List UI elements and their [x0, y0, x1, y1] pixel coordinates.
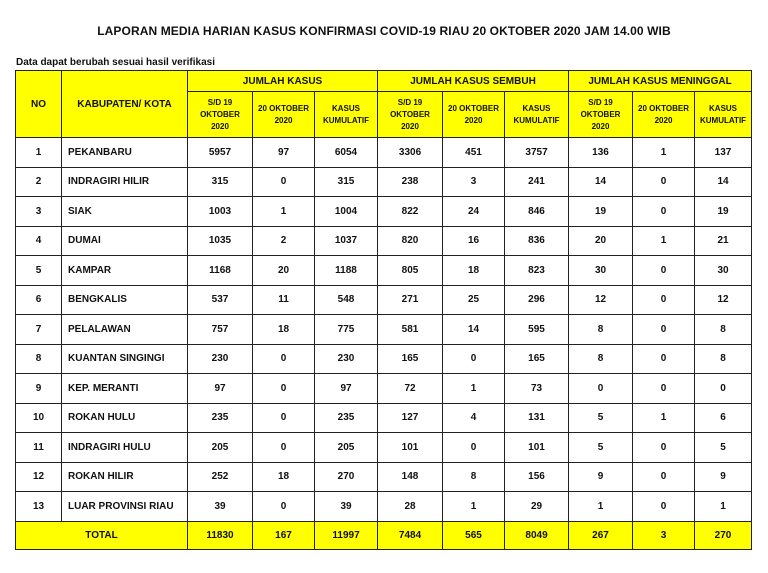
value-cell: 18 — [253, 462, 315, 492]
subheader-line: 2020 — [274, 115, 293, 125]
value-cell: 836 — [505, 226, 569, 256]
subheader-cell — [443, 92, 505, 138]
value-cell: 16 — [443, 226, 505, 256]
row-number: 10 — [16, 403, 62, 433]
value-cell: 757 — [188, 315, 253, 345]
table-row — [16, 167, 752, 197]
table-row — [16, 492, 752, 522]
subheader-line: S/D 19 — [207, 97, 233, 107]
value-cell: 11 — [253, 285, 315, 315]
total-value-cell: 270 — [695, 521, 752, 549]
value-cell: 205 — [315, 433, 378, 463]
value-cell: 19 — [569, 197, 633, 227]
row-number: 12 — [16, 462, 62, 492]
value-cell: 14 — [443, 315, 505, 345]
value-cell: 39 — [315, 492, 378, 522]
value-cell: 0 — [253, 374, 315, 404]
row-number: 3 — [16, 197, 62, 227]
subheader-line: 20 OKTOBER — [258, 103, 309, 113]
region-name: SIAK — [62, 197, 188, 227]
value-cell: 820 — [378, 226, 443, 256]
value-cell: 97 — [253, 138, 315, 168]
subheader-cell — [505, 92, 569, 138]
value-cell: 0 — [253, 167, 315, 197]
value-cell: 18 — [253, 315, 315, 345]
value-cell: 235 — [315, 403, 378, 433]
value-cell: 823 — [505, 256, 569, 286]
value-cell: 1 — [633, 226, 695, 256]
subheader-line: KUMULATIF — [322, 115, 370, 125]
subheader-cell — [253, 92, 315, 138]
subheader-cell — [695, 92, 752, 138]
value-cell: 3 — [443, 167, 505, 197]
value-cell: 270 — [315, 462, 378, 492]
value-cell: 72 — [378, 374, 443, 404]
value-cell: 581 — [378, 315, 443, 345]
subheader-line: OKTOBER — [390, 109, 430, 119]
total-value-cell: 267 — [569, 521, 633, 549]
value-cell: 156 — [505, 462, 569, 492]
value-cell: 30 — [695, 256, 752, 286]
value-cell: 3306 — [378, 138, 443, 168]
value-cell: 252 — [188, 462, 253, 492]
report-title: LAPORAN MEDIA HARIAN KASUS KONFIRMASI COVID-19 RIAU 20 OKTOBER 2020 JAM 14.00 WIB — [97, 24, 671, 38]
subheader-line: S/D 19 — [588, 97, 613, 107]
value-cell: 0 — [633, 344, 695, 374]
value-cell: 148 — [378, 462, 443, 492]
value-cell: 136 — [569, 138, 633, 168]
value-cell: 19 — [695, 197, 752, 227]
value-cell: 1168 — [188, 256, 253, 286]
region-name: INDRAGIRI HULU — [62, 433, 188, 463]
value-cell: 595 — [505, 315, 569, 345]
value-cell: 165 — [505, 344, 569, 374]
value-cell: 6 — [695, 403, 752, 433]
value-cell: 1 — [695, 492, 752, 522]
value-cell: 230 — [188, 344, 253, 374]
subheader-line: S/D 19 — [397, 97, 423, 107]
value-cell: 1 — [443, 492, 505, 522]
subheader-cell — [378, 92, 443, 138]
row-number: 4 — [16, 226, 62, 256]
value-cell: 20 — [569, 226, 633, 256]
header-no: NO — [16, 71, 62, 138]
region-name: LUAR PROVINSI RIAU — [62, 492, 188, 522]
value-cell: 24 — [443, 197, 505, 227]
value-cell: 0 — [633, 285, 695, 315]
subheader-line: OKTOBER — [580, 109, 621, 119]
subheader-line: 20 OKTOBER — [448, 103, 499, 113]
total-row — [16, 521, 752, 549]
row-number: 6 — [16, 285, 62, 315]
value-cell: 18 — [443, 256, 505, 286]
value-cell: 1035 — [188, 226, 253, 256]
value-cell: 0 — [253, 433, 315, 463]
value-cell: 21 — [695, 226, 752, 256]
value-cell: 131 — [505, 403, 569, 433]
value-cell: 1 — [443, 374, 505, 404]
row-number: 9 — [16, 374, 62, 404]
value-cell: 537 — [188, 285, 253, 315]
total-value-cell: 7484 — [378, 521, 443, 549]
value-cell: 9 — [695, 462, 752, 492]
value-cell: 3757 — [505, 138, 569, 168]
subheader-line: KASUS — [709, 103, 738, 113]
value-cell: 1037 — [315, 226, 378, 256]
value-cell: 127 — [378, 403, 443, 433]
value-cell: 1004 — [315, 197, 378, 227]
value-cell: 315 — [188, 167, 253, 197]
region-name: KEP. MERANTI — [62, 374, 188, 404]
subheader-cell — [315, 92, 378, 138]
value-cell: 0 — [633, 197, 695, 227]
header-group-kasus: JUMLAH KASUS — [188, 71, 378, 92]
total-value-cell: 11830 — [188, 521, 253, 549]
row-number: 13 — [16, 492, 62, 522]
value-cell: 8 — [695, 315, 752, 345]
table-row — [16, 344, 752, 374]
value-cell: 5 — [569, 403, 633, 433]
value-cell: 0 — [443, 344, 505, 374]
value-cell: 25 — [443, 285, 505, 315]
value-cell: 822 — [378, 197, 443, 227]
value-cell: 315 — [315, 167, 378, 197]
table-row — [16, 462, 752, 492]
value-cell: 20 — [253, 256, 315, 286]
table-row — [16, 403, 752, 433]
value-cell: 2 — [253, 226, 315, 256]
total-value-cell: 3 — [633, 521, 695, 549]
value-cell: 805 — [378, 256, 443, 286]
value-cell: 0 — [633, 433, 695, 463]
value-cell: 0 — [633, 492, 695, 522]
table-row — [16, 226, 752, 256]
value-cell: 1 — [633, 403, 695, 433]
value-cell: 14 — [569, 167, 633, 197]
value-cell: 451 — [443, 138, 505, 168]
row-number: 5 — [16, 256, 62, 286]
value-cell: 0 — [569, 374, 633, 404]
total-label: TOTAL — [16, 521, 188, 549]
table-row — [16, 374, 752, 404]
value-cell: 1188 — [315, 256, 378, 286]
value-cell: 8 — [695, 344, 752, 374]
subheader-cell — [569, 92, 633, 138]
row-number: 1 — [16, 138, 62, 168]
value-cell: 0 — [695, 374, 752, 404]
region-name: KAMPAR — [62, 256, 188, 286]
region-name: ROKAN HULU — [62, 403, 188, 433]
region-name: INDRAGIRI HILIR — [62, 167, 188, 197]
row-number: 7 — [16, 315, 62, 345]
value-cell: 241 — [505, 167, 569, 197]
verification-note: Data dapat berubah sesuai hasil verifikasi — [16, 57, 215, 68]
covid-cases-table — [15, 70, 752, 550]
value-cell: 1003 — [188, 197, 253, 227]
value-cell: 14 — [695, 167, 752, 197]
subheader-line: 2020 — [464, 115, 483, 125]
table-row — [16, 197, 752, 227]
value-cell: 0 — [253, 492, 315, 522]
value-cell: 0 — [633, 256, 695, 286]
region-name: PEKANBARU — [62, 138, 188, 168]
row-number: 2 — [16, 167, 62, 197]
subheader-line: 2020 — [591, 121, 610, 131]
value-cell: 296 — [505, 285, 569, 315]
value-cell: 0 — [633, 167, 695, 197]
value-cell: 12 — [569, 285, 633, 315]
table-row — [16, 285, 752, 315]
value-cell: 230 — [315, 344, 378, 374]
row-number: 11 — [16, 433, 62, 463]
value-cell: 0 — [633, 462, 695, 492]
value-cell: 39 — [188, 492, 253, 522]
subheader-line: 2020 — [211, 121, 229, 131]
region-name: PELALAWAN — [62, 315, 188, 345]
value-cell: 775 — [315, 315, 378, 345]
value-cell: 29 — [505, 492, 569, 522]
value-cell: 238 — [378, 167, 443, 197]
value-cell: 97 — [315, 374, 378, 404]
header-kabupaten: KABUPATEN/ KOTA — [62, 71, 188, 138]
value-cell: 8 — [569, 315, 633, 345]
total-value-cell: 167 — [253, 521, 315, 549]
value-cell: 235 — [188, 403, 253, 433]
value-cell: 0 — [253, 403, 315, 433]
region-name: BENGKALIS — [62, 285, 188, 315]
subheader-line: 2020 — [401, 121, 419, 131]
table-row — [16, 433, 752, 463]
total-value-cell: 565 — [443, 521, 505, 549]
value-cell: 0 — [253, 344, 315, 374]
value-cell: 271 — [378, 285, 443, 315]
value-cell: 97 — [188, 374, 253, 404]
value-cell: 165 — [378, 344, 443, 374]
row-number: 8 — [16, 344, 62, 374]
value-cell: 0 — [633, 374, 695, 404]
value-cell: 28 — [378, 492, 443, 522]
table-row — [16, 315, 752, 345]
value-cell: 1 — [253, 197, 315, 227]
value-cell: 0 — [633, 315, 695, 345]
table-row — [16, 256, 752, 286]
value-cell: 846 — [505, 197, 569, 227]
value-cell: 0 — [443, 433, 505, 463]
region-name: ROKAN HILIR — [62, 462, 188, 492]
value-cell: 101 — [378, 433, 443, 463]
subheader-line: KASUS — [332, 103, 361, 113]
value-cell: 5957 — [188, 138, 253, 168]
total-value-cell: 11997 — [315, 521, 378, 549]
header-group-sembuh: JUMLAH KASUS SEMBUH — [378, 71, 569, 92]
value-cell: 5 — [695, 433, 752, 463]
value-cell: 73 — [505, 374, 569, 404]
value-cell: 205 — [188, 433, 253, 463]
subheader-line: KUMULATIF — [513, 115, 560, 125]
subheader-cell — [633, 92, 695, 138]
subheader-line: 20 OKTOBER — [638, 103, 689, 113]
subheader-line: 2020 — [654, 115, 673, 125]
subheader-line: OKTOBER — [200, 109, 240, 119]
region-name: DUMAI — [62, 226, 188, 256]
subheader-line: KUMULATIF — [699, 115, 747, 125]
total-value-cell: 8049 — [505, 521, 569, 549]
value-cell: 8 — [569, 344, 633, 374]
value-cell: 9 — [569, 462, 633, 492]
value-cell: 1 — [569, 492, 633, 522]
region-name: KUANTAN SINGINGI — [62, 344, 188, 374]
value-cell: 4 — [443, 403, 505, 433]
header-group-meninggal: JUMLAH KASUS MENINGGAL — [569, 71, 752, 92]
value-cell: 8 — [443, 462, 505, 492]
value-cell: 30 — [569, 256, 633, 286]
value-cell: 1 — [633, 138, 695, 168]
value-cell: 5 — [569, 433, 633, 463]
value-cell: 6054 — [315, 138, 378, 168]
value-cell: 12 — [695, 285, 752, 315]
subheader-cell — [188, 92, 253, 138]
value-cell: 548 — [315, 285, 378, 315]
value-cell: 137 — [695, 138, 752, 168]
table-row — [16, 138, 752, 168]
subheader-line: KASUS — [522, 103, 551, 113]
value-cell: 101 — [505, 433, 569, 463]
